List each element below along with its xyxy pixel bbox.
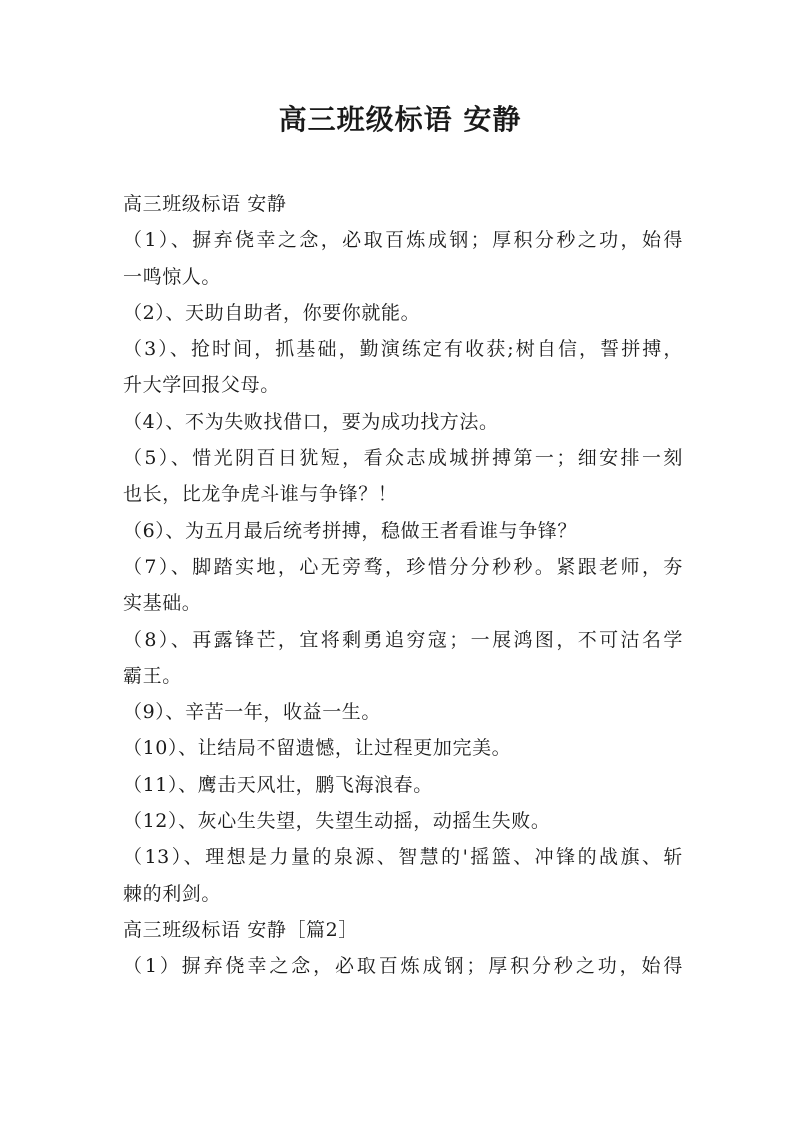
section-heading: 高三班级标语 安静［篇2］ <box>123 918 358 941</box>
body-line: （9）、辛苦一年，收益一生。 <box>123 701 381 724</box>
body-line: 也长，比龙争虎斗谁与争锋？！ <box>123 483 398 506</box>
body-line: 升大学回报父母。 <box>123 374 280 397</box>
body-line: 高三班级标语 安静 <box>123 193 287 215</box>
body-line: 霸王。 <box>123 664 182 687</box>
body-line: （13）、理想是力量的泉源、智慧的'摇篮、冲锋的战旗、斩 <box>123 846 683 869</box>
body-line: （11）、鹰击天风壮，鹏飞海浪春。 <box>123 773 433 796</box>
body-line: （6）、为五月最后统考拼搏，稳做王者看谁与争锋？ <box>123 519 577 542</box>
body-line: （3）、抢时间，抓基础，勤演练定有收获;树自信，誓拼搏， <box>123 338 683 361</box>
body-line: 一鸣惊人。 <box>123 265 222 288</box>
body-line: （12）、灰心生失望，失望生动摇，动摇生失败。 <box>123 810 551 833</box>
body-line: （1）、摒弃侥幸之念，必取百炼成钢；厚积分秒之功，始得 <box>123 229 683 252</box>
body-line: （10）、让结局不留遗憾，让过程更加完美。 <box>123 737 512 760</box>
body-line: （4）、不为失败找借口，要为成功找方法。 <box>123 410 499 433</box>
document-body <box>123 186 683 985</box>
body-line: 棘的利剑。 <box>123 882 222 905</box>
body-line: （1）摒弃侥幸之念，必取百炼成钢；厚积分秒之功，始得 <box>123 955 683 978</box>
document-title: 高三班级标语 安静 <box>278 103 522 136</box>
body-line: （5）、惜光阴百日犹短，看众志成城拼搏第一；细安排一刻 <box>123 447 683 470</box>
body-line: （7）、脚踏实地，心无旁骛，珍惜分分秒秒。紧跟老师，夯 <box>123 555 683 578</box>
body-line: （8）、再露锋芒，宜将剩勇追穷寇；一展鸿图，不可沽名学 <box>123 628 683 651</box>
body-line: （2）、天助自助者，你要你就能。 <box>123 301 421 324</box>
body-line: 实基础。 <box>123 592 202 615</box>
